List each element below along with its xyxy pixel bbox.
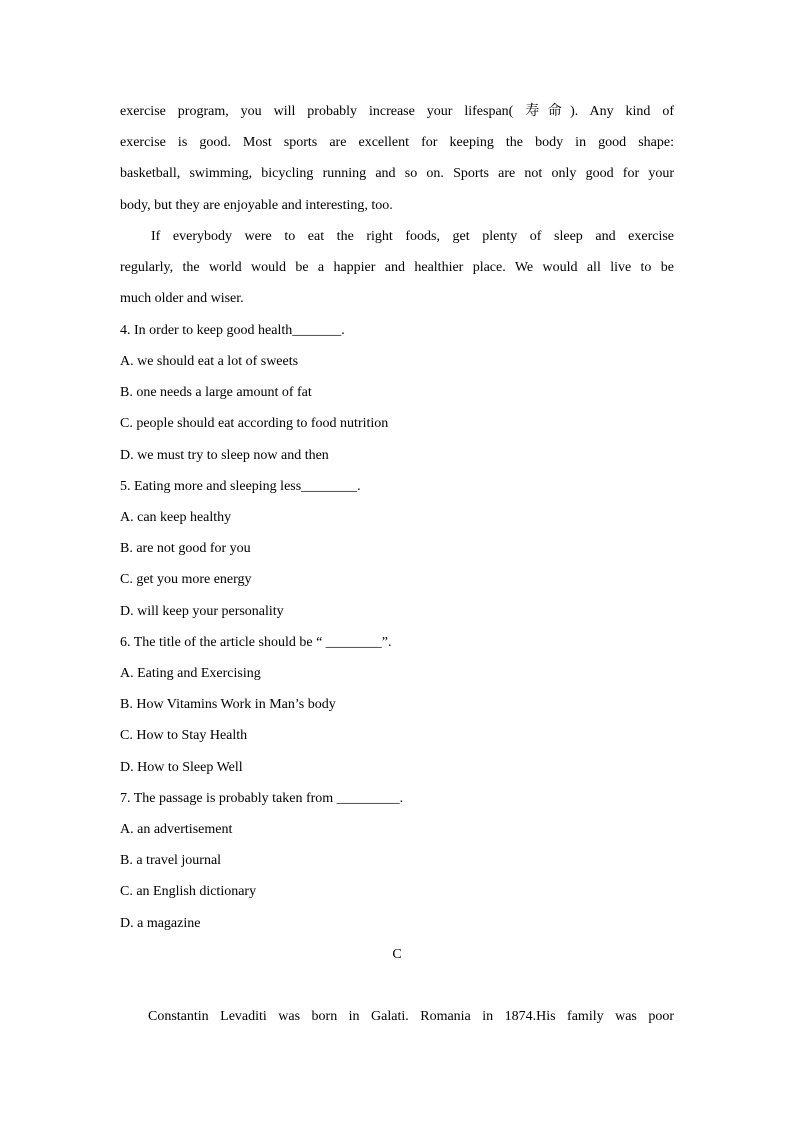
answer-option: B. How Vitamins Work in Man’s body (120, 697, 336, 712)
question-stem: 7. The passage is probably taken from _________. (120, 791, 404, 806)
paragraph-line: exercise is good. Most sports are excellent for keeping the body in good shape: (120, 135, 674, 151)
passage-paragraph (120, 1001, 674, 1032)
paragraph-line: Constantin Levaditi was born in Galati. Romania in 1874.His family was poor (148, 1009, 674, 1024)
answer-option: D. we must try to sleep now and then (120, 448, 329, 463)
paragraph-line (120, 96, 674, 127)
paragraph-line: regularly, the world would be a happier and healthier place. We would all live to be (120, 260, 674, 276)
paragraph-line: body, but they are enjoyable and interesting, too. (120, 197, 393, 213)
question-stem: 5. Eating more and sleeping less________. (120, 479, 361, 494)
answer-option: C. people should eat according to food nutrition (120, 416, 389, 431)
passage-paragraph (120, 96, 674, 221)
section-heading: C (392, 947, 402, 962)
paragraph-line: much older and wiser. (120, 291, 244, 307)
answer-option: A. we should eat a lot of sweets (120, 354, 299, 369)
answer-option: A. Eating and Exercising (120, 666, 261, 681)
answer-option: C. get you more energy (120, 572, 252, 587)
answer-option: B. one needs a large amount of fat (120, 385, 312, 400)
answer-option: D. How to Sleep Well (120, 760, 243, 775)
paragraph-line: basketball, swimming, bicycling running and so on. Sports are not only good for your (120, 166, 674, 182)
answer-option: B. a travel journal (120, 853, 222, 868)
passage-paragraph (120, 221, 674, 315)
paragraph-line-text: exercise program, you will probably increase your lifespan( 寿命). Any kind of (120, 104, 674, 119)
answer-option: D. a magazine (120, 916, 201, 931)
answer-option: A. can keep healthy (120, 510, 232, 525)
answer-option: D. will keep your personality (120, 604, 284, 619)
paragraph-line: If everybody were to eat the right foods, get plenty of sleep and exercise (151, 229, 674, 244)
answer-option: B. are not good for you (120, 541, 251, 556)
answer-option: A. an advertisement (120, 822, 233, 837)
question-stem: 4. In order to keep good health_______. (120, 323, 345, 338)
question-stem: 6. The title of the article should be “ ________”. (120, 635, 392, 650)
answer-option: C. How to Stay Health (120, 728, 248, 743)
answer-option: C. an English dictionary (120, 884, 257, 899)
